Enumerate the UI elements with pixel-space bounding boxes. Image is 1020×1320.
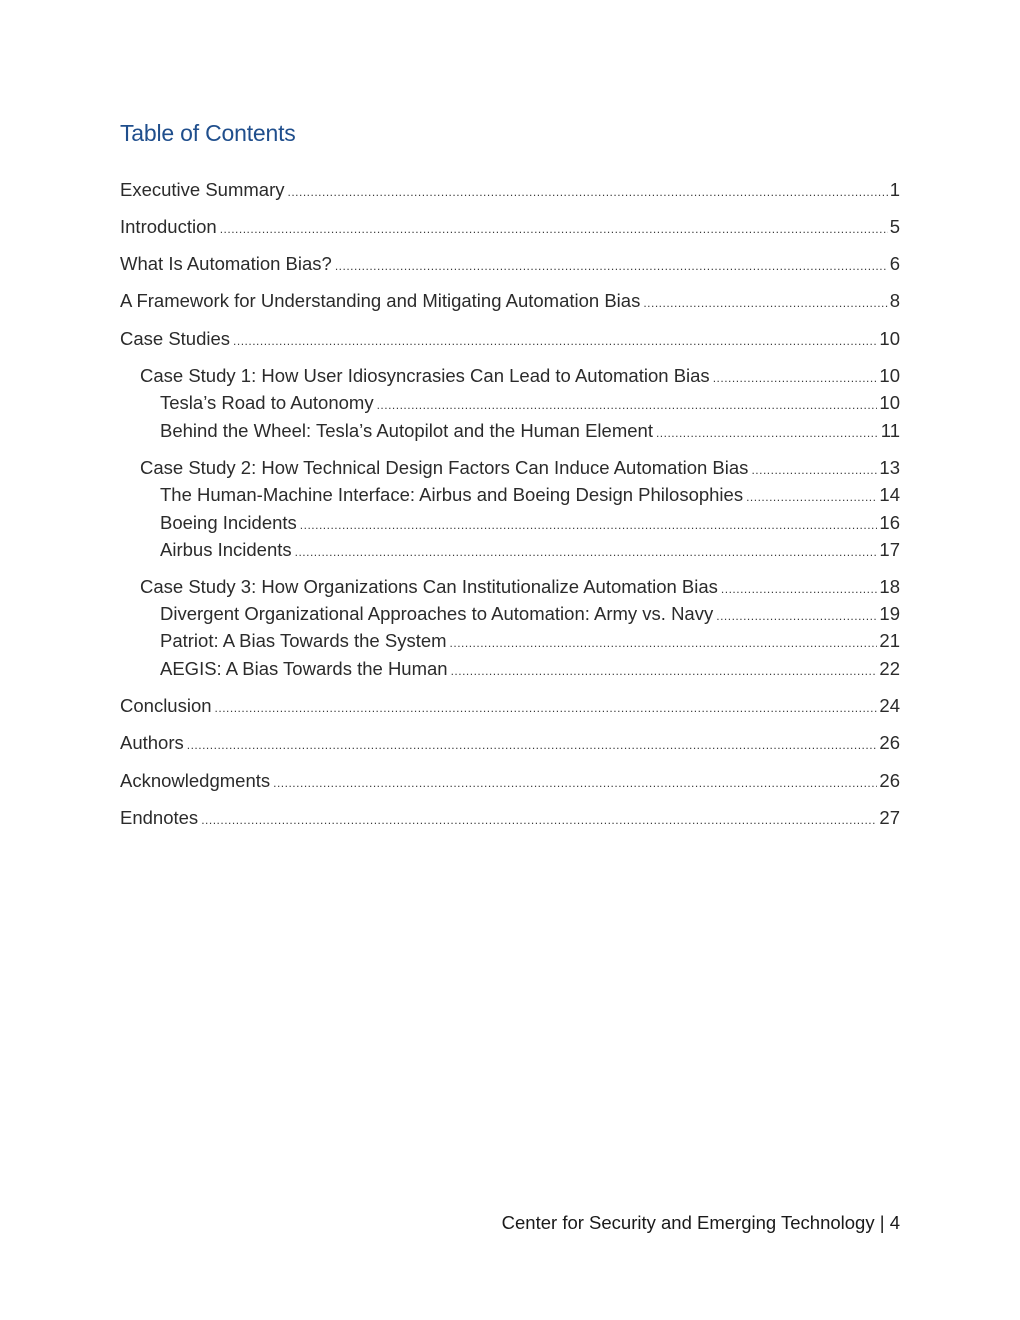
toc-entry-label: Boeing Incidents <box>160 512 297 533</box>
footer-org: Center for Security and Emerging Technology <box>501 1212 875 1233</box>
toc-entry-label: Executive Summary <box>120 179 285 200</box>
dot-leader <box>295 538 878 566</box>
toc-entry-label: AEGIS: A Bias Towards the Human <box>160 658 448 679</box>
toc-entry-label: Patriot: A Bias Towards the System <box>160 630 447 651</box>
toc-title: Table of Contents <box>120 120 296 146</box>
toc-entry-label: Behind the Wheel: Tesla’s Autopilot and the Human Element <box>160 420 653 441</box>
toc-entry[interactable] <box>120 325 900 353</box>
toc-entry-page-number: 26 <box>879 770 900 791</box>
dot-leader <box>450 629 878 657</box>
toc-entry-label: What Is Automation Bias? <box>120 253 332 274</box>
toc-entry-page-number: 5 <box>889 216 900 237</box>
toc-entry-label: Case Studies <box>120 328 231 349</box>
toc-entry-label: Divergent Organizational Approaches to Automation: Army vs. Navy <box>160 603 714 624</box>
toc-entry-page-number: 8 <box>889 290 900 311</box>
dot-leader <box>300 511 878 539</box>
toc-entry-page-number: 22 <box>879 658 900 679</box>
toc-entry[interactable] <box>120 250 900 278</box>
toc-entry-page-number: 21 <box>879 630 900 651</box>
toc-entry-page-number: 18 <box>879 576 900 597</box>
toc-entry[interactable] <box>120 454 900 482</box>
toc-entry-label: Case Study 3: How Organizations Can Institutionalize Automation Bias <box>140 576 718 597</box>
toc-entry-label: Acknowledgments <box>120 770 271 791</box>
toc-entry[interactable] <box>120 573 900 601</box>
toc-entry-page-number: 24 <box>879 695 900 716</box>
toc-entry[interactable] <box>120 729 900 757</box>
toc-entry-label: A Framework for Understanding and Mitigating Automation Bias <box>120 290 641 311</box>
dot-leader <box>201 806 877 834</box>
toc-entry[interactable] <box>120 213 900 241</box>
footer-separator: | <box>879 1212 885 1233</box>
toc-entry[interactable] <box>120 767 900 795</box>
toc-entry[interactable] <box>120 655 900 683</box>
dot-leader <box>451 657 878 685</box>
dot-leader <box>656 419 879 447</box>
toc-entry-page-number: 19 <box>879 603 900 624</box>
toc-entry-label: Authors <box>120 732 184 753</box>
toc-entry[interactable] <box>120 627 900 655</box>
toc-entry-label: Case Study 2: How Technical Design Factors Can Induce Automation Bias <box>140 457 749 478</box>
toc-entry[interactable] <box>120 417 900 445</box>
dot-leader <box>233 327 877 355</box>
dot-leader <box>377 391 878 419</box>
toc-entry[interactable] <box>120 176 900 204</box>
dot-leader <box>288 178 888 206</box>
toc-entry-page-number: 10 <box>879 365 900 386</box>
dot-leader <box>215 694 878 722</box>
toc-entry-page-number: 1 <box>889 179 900 200</box>
toc-entry[interactable] <box>120 287 900 315</box>
dot-leader <box>716 602 877 630</box>
toc-entry-label: Case Study 1: How User Idiosyncrasies Can Lead to Automation Bias <box>140 365 710 386</box>
dot-leader <box>220 215 888 243</box>
toc-entry-page-number: 26 <box>879 732 900 753</box>
dot-leader <box>335 252 888 280</box>
toc-entry[interactable] <box>120 600 900 628</box>
toc-entry-label: Tesla’s Road to Autonomy <box>160 392 374 413</box>
page-footer <box>502 1212 900 1234</box>
toc-entry[interactable] <box>120 481 900 509</box>
dot-leader <box>273 769 877 797</box>
footer-page-number: 4 <box>889 1212 900 1233</box>
dot-leader <box>751 456 877 484</box>
toc-entry[interactable] <box>120 692 900 720</box>
toc-entry-label: The Human-Machine Interface: Airbus and Boeing Design Philosophies <box>160 484 744 505</box>
toc-entry-label: Endnotes <box>120 807 199 828</box>
toc-entry[interactable] <box>120 389 900 417</box>
toc-entry-page-number: 6 <box>889 253 900 274</box>
dot-leader <box>187 731 878 759</box>
toc-entry-label: Airbus Incidents <box>160 539 292 560</box>
toc-entry[interactable] <box>120 509 900 537</box>
toc-entry-page-number: 14 <box>879 484 900 505</box>
dot-leader <box>746 483 877 511</box>
toc-entry[interactable] <box>120 536 900 564</box>
toc-entry-page-number: 17 <box>879 539 900 560</box>
toc-entry-page-number: 27 <box>879 807 900 828</box>
toc-entry-label: Conclusion <box>120 695 212 716</box>
toc-entry-page-number: 10 <box>879 328 900 349</box>
dot-leader <box>713 364 878 392</box>
dot-leader <box>721 575 878 603</box>
toc-entry-label: Introduction <box>120 216 217 237</box>
toc-entry[interactable] <box>120 804 900 832</box>
toc-entry-page-number: 16 <box>879 512 900 533</box>
toc-entry-page-number: 13 <box>879 457 900 478</box>
toc-entry-page-number: 11 <box>880 420 900 441</box>
toc-entry-page-number: 10 <box>879 392 900 413</box>
dot-leader <box>643 289 887 317</box>
toc-entry[interactable] <box>120 362 900 390</box>
